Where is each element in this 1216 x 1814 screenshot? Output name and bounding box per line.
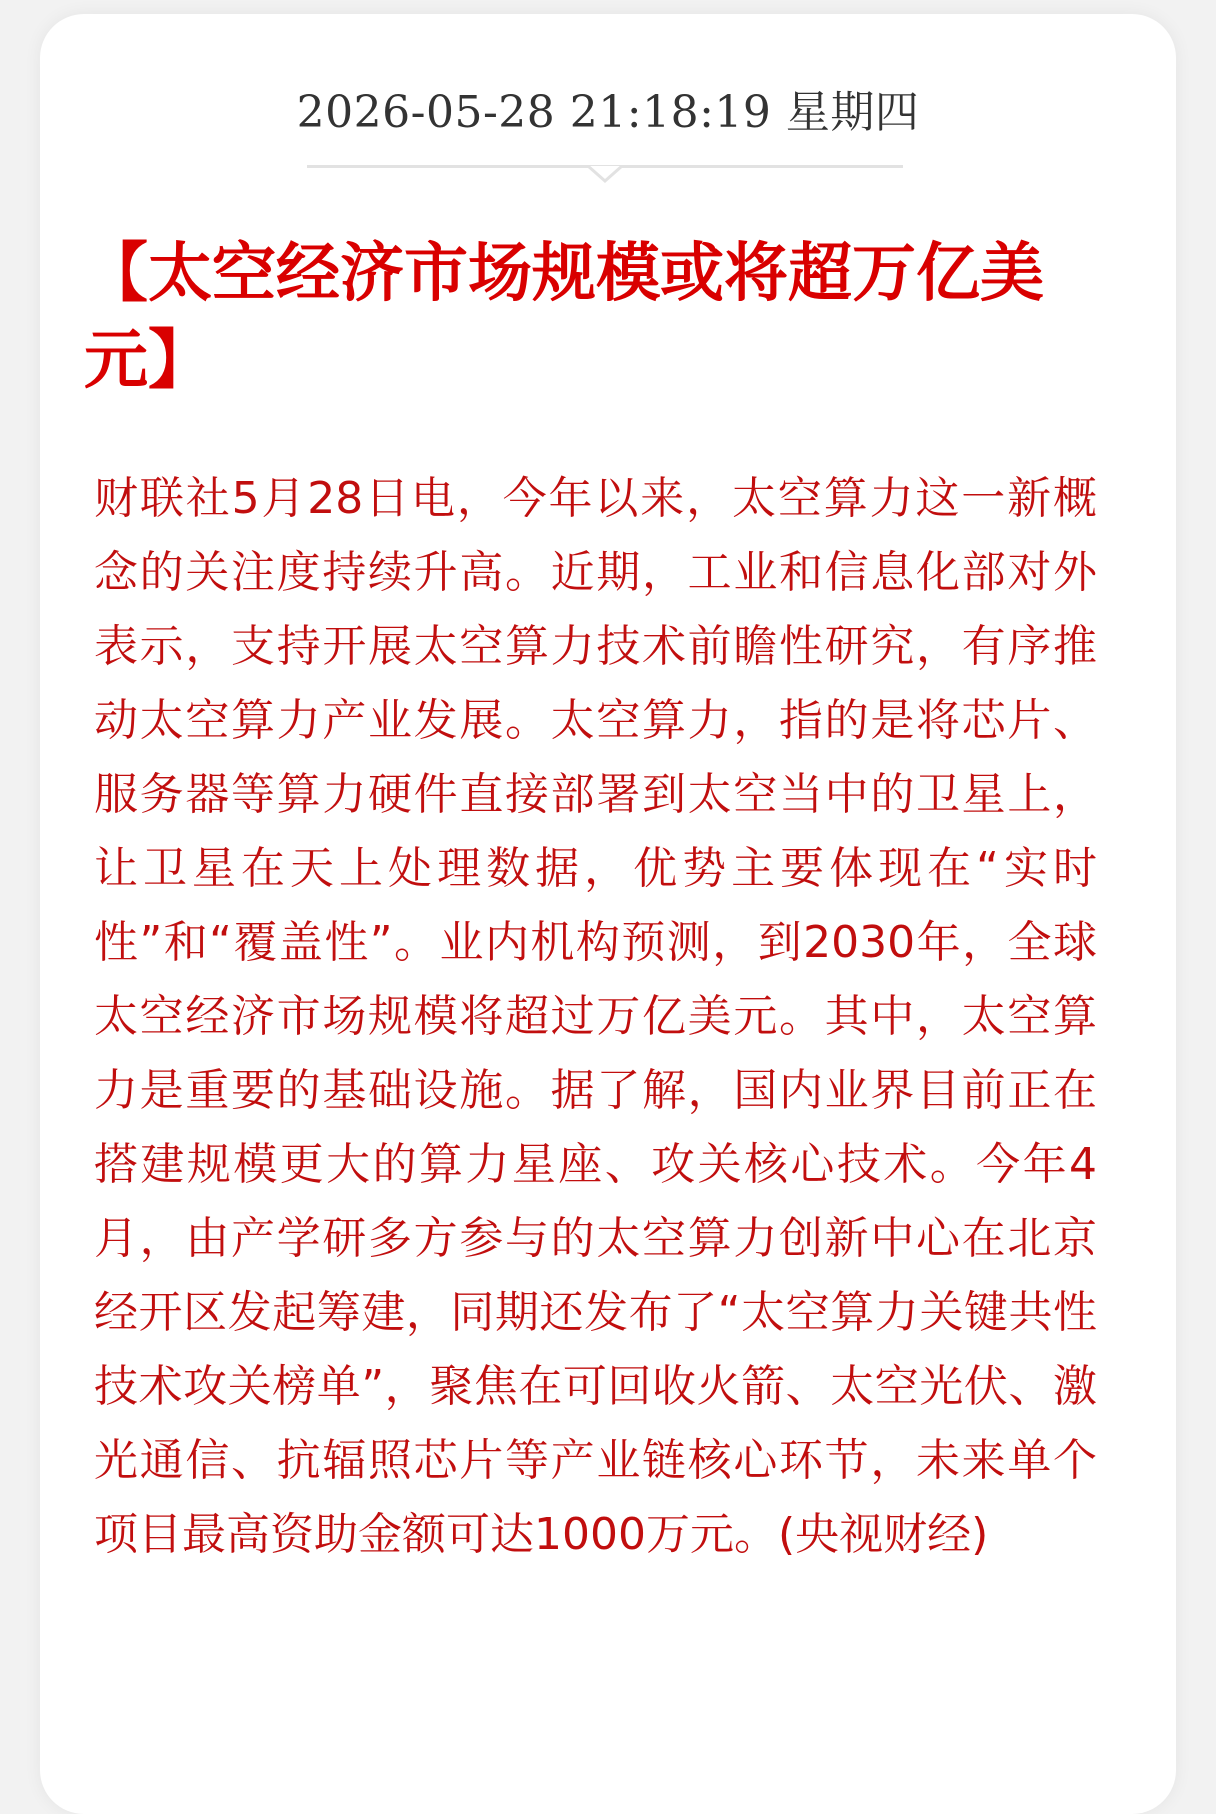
article-body: 财联社5月28日电，今年以来，太空算力这一新概念的关注度持续升高。近期，工业和信息化部对外表示，支持开展太空算力技术前瞻性研究，有序推动太空算力产业发展。太空算力，指的是将芯片、服务器等算力硬件直接部署到太空当中的卫星上，让卫星在天上处理数据，优势主要体现在“实时性”和“覆盖性”。业内机构预测，到2030年，全球太空经济市场规模将超过万亿美元。其中，太空算力是重要的基础设施。据了解，国内业界目前正在搭建规模更大的算力星座、攻关核心技术。今年4月，由产学研多方参与的太空算力创新中心在北京经开区发起筹建，同期还发布了“太空算力关键共性技术攻关榜单”，聚焦在可回收火箭、太空光伏、激光通信、抗辐照芯片等产业链核心环节，未来单个项目最高资助金额可达1000万元。(央视财经) xyxy=(94,473,1097,1560)
article-headline: 【太空经济市场规模或将超万亿美元】 xyxy=(84,236,1044,398)
post-timestamp: 2026-05-28 21:18:19 星期四 xyxy=(296,87,920,138)
divider-notch-icon xyxy=(588,166,622,183)
